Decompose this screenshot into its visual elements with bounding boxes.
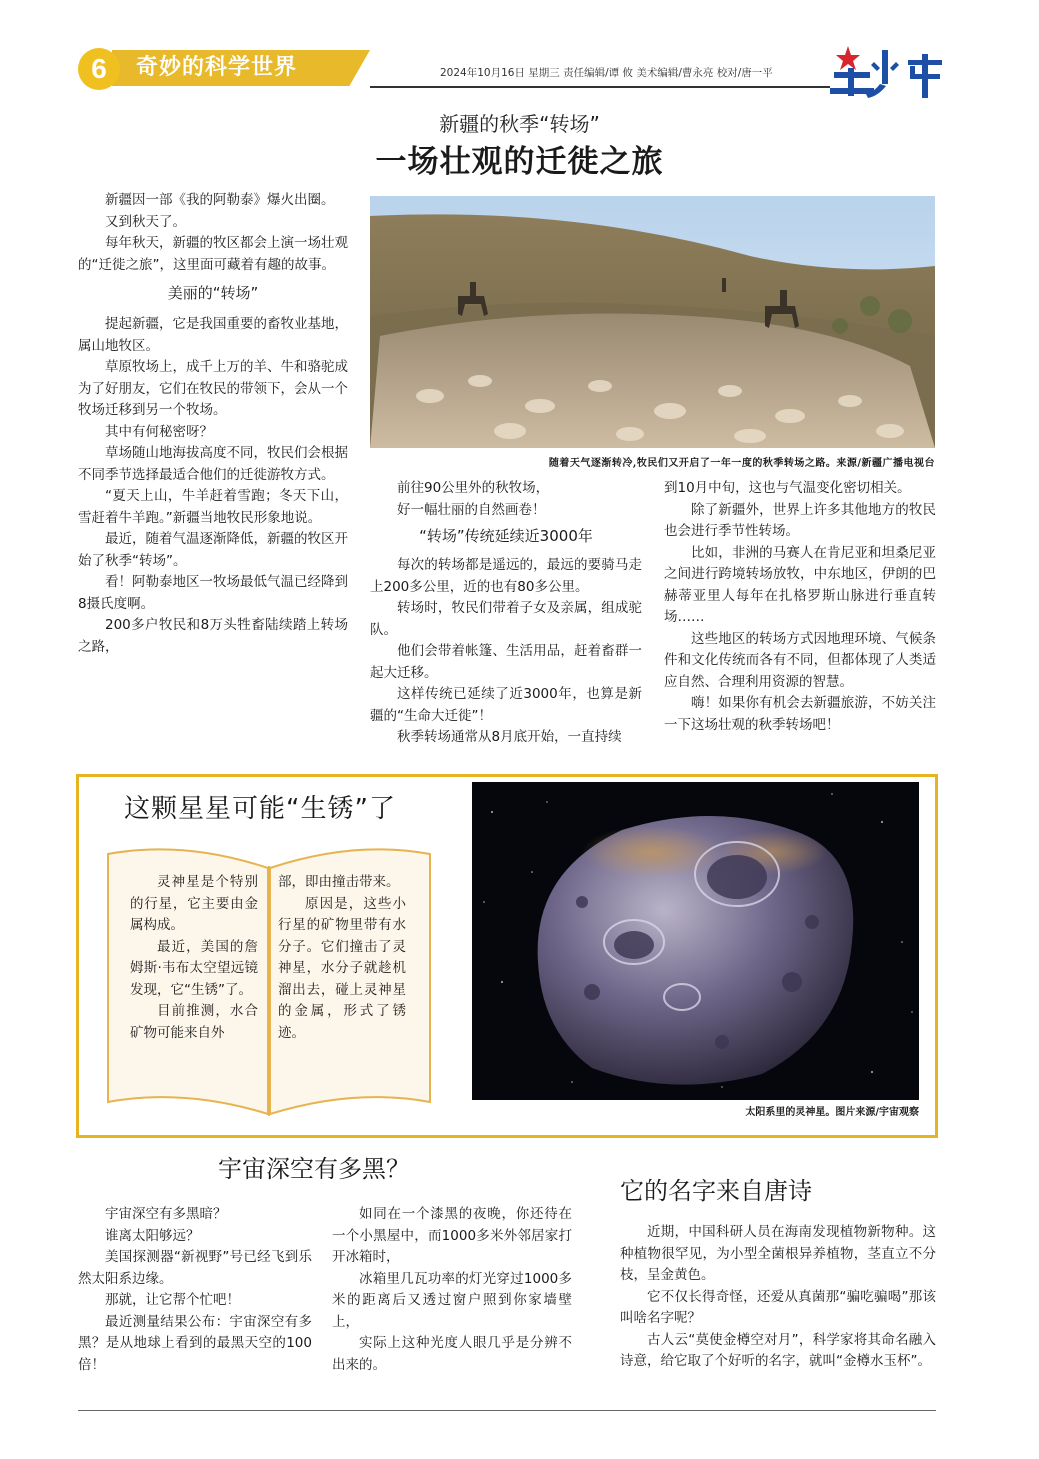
paragraph: 实际上这种光度人眼几乎是分辨不出来的。 [332, 1335, 572, 1373]
paragraph: 这样传统已延续了近3000年，也算是新疆的“生命大迁徙”！ [370, 686, 642, 724]
paragraph: 近期，中国科研人员在海南发现植物新物种。这种植物很罕见，为小型全菌根异养植物，茎直立不分枝，呈金黄色。 [620, 1224, 936, 1283]
paragraph: 部，即由撞击带来。 [278, 874, 400, 890]
paragraph: 提起新疆，它是我国重要的畜牧业基地，属山地牧区。 [78, 316, 348, 354]
photo-caption: 随着天气逐渐转冷,牧民们又开启了一年一度的秋季转场之路。来源/新疆广播电视台 [548, 458, 935, 469]
paragraph: 原因是，这些小行星的矿物里带有水分子。它们撞击了灵神星，水分子就趁机溜出去，碰上灵神星的金属，形式了锈迹。 [278, 895, 406, 1041]
paragraph: 草场随山地海拔高度不同，牧民们会根据不同季节选择最适合他们的迁徙游牧方式。 [78, 445, 348, 483]
paragraph: 宇宙深空有多黑暗？ [105, 1206, 227, 1222]
paragraph: 200多户牧民和8万头牲畜陆续踏上转场之路， [78, 617, 348, 655]
article4-column [620, 1222, 936, 1373]
paragraph: 那就，让它帮个忙吧！ [105, 1292, 240, 1308]
paragraph: 最近，美国的詹姆斯·韦布太空望远镜发现，它“生锈”了。 [130, 938, 258, 998]
deep-space-title: 宇宙深空有多黑？ [218, 1155, 410, 1183]
paragraph: 其中有何秘密呀？ [105, 423, 213, 440]
paragraph: 又到秋天了。 [105, 213, 186, 230]
paragraph: 转场时，牧民们带着子女及亲属，组成驼队。 [370, 600, 642, 638]
paragraph: 目前推测，水合矿物可能来自外 [130, 1003, 258, 1041]
paragraph: 每年秋天，新疆的牧区都会上演一场壮观的“迁徙之旅”，这里面可藏着有趣的故事。 [78, 235, 348, 273]
article1-column-1 [78, 190, 348, 658]
newspaper-logo [826, 40, 946, 100]
paragraph: 除了新疆外，世界上许多其他地方的牧民也会进行季节性转场。 [664, 501, 936, 539]
paragraph: 嗨！如果你有机会去新疆旅游，不妨关注一下这场壮观的秋季转场吧！ [664, 695, 936, 733]
subheading: 美丽的“转场” [167, 284, 259, 302]
paragraph: 秋季转场通常从8月底开始，一直持续 [397, 729, 622, 745]
article1-column-3 [664, 478, 936, 736]
paragraph: 最近测量结果公布：宇宙深空有多黑？是从地球上看到的最黑天空的100倍！ [78, 1313, 312, 1373]
article3-column-1 [78, 1204, 312, 1376]
book-left-page [130, 872, 258, 1044]
paragraph: 看！阿勒泰地区一牧场最低气温已经降到8摄氏度啊。 [78, 574, 348, 612]
paragraph: 灵神星是个特别的行星，它主要由金属构成。 [130, 874, 258, 933]
asteroid-psyche-image [472, 782, 919, 1100]
paragraph: 新疆因一部《我的阿勒泰》爆火出圈。 [105, 192, 335, 208]
issue-meta: 2024年10月16日 星期三 责任编辑/谭 攸 美术编辑/曹永亮 校对/唐一平 [440, 67, 773, 79]
photo-caption: 太阳系里的灵神星。图片来源/宇宙观察 [745, 1107, 919, 1118]
paragraph: 前往90公里外的秋牧场， [397, 480, 550, 496]
paragraph: 古人云“莫使金樽空对月”，科学家将其命名融入诗意，给它取了个好听的名字，就叫“金樽水玉杯”。 [620, 1331, 936, 1369]
herding-photo [370, 196, 935, 448]
paragraph: 到10月中旬，这也与气温变化密切相关。 [664, 480, 911, 496]
header-rule [370, 86, 830, 88]
section-title: 奇妙的科学世界 [136, 55, 298, 80]
paragraph: 谁离太阳够远？ [105, 1227, 200, 1244]
paragraph: 草原牧场上，成千上万的羊、牛和骆驼成为了好朋友，它们在牧民的带领下，会从一个牧场迁移到另一个牧场。 [78, 359, 348, 418]
paragraph: 好一幅壮丽的自然画卷！ [397, 501, 546, 518]
tang-poem-title: 它的名字来自唐诗 [620, 1177, 812, 1205]
paragraph: 比如，非洲的马赛人在肯尼亚和坦桑尼亚之间进行跨境转场放牧，中东地区，伊朗的巴赫蒂亚里人每年在扎格罗斯山脉进行垂直转场…… [664, 544, 936, 625]
paragraph: 每次的转场都是遥远的，最远的要骑马走上200多公里，近的也有80多公里。 [370, 557, 642, 595]
paragraph: 美国探测器“新视野”号已经飞到乐然太阳系边缘。 [78, 1249, 312, 1287]
article3-column-2 [332, 1204, 572, 1376]
logo-star-icon [836, 46, 860, 70]
page-number: 6 [78, 48, 120, 90]
bottom-rule [78, 1410, 936, 1411]
paragraph: 如同在一个漆黑的夜晚，你还待在一个小黑屋中，而1000多米外邻居家打开冰箱时， [332, 1206, 572, 1265]
paragraph: 他们会带着帐篷、生活用品，赶着畜群一起大迁移。 [370, 643, 642, 681]
book-right-page [278, 872, 406, 1044]
paragraph: “夏天上山，牛羊赶着雪跑；冬天下山，雪赶着牛羊跑。”新疆当地牧民形象地说。 [78, 488, 348, 526]
article1-column-2 [370, 478, 642, 749]
subheading: “转场”传统延续近3000年 [419, 527, 593, 545]
paragraph: 冰箱里几瓦功率的灯光穿过1000多米的距离后又透过窗户照到你家墙壁上， [332, 1270, 572, 1330]
paragraph: 这些地区的转场方式因地理环境、气候条件和文化传统而各有不同，但都体现了人类适应自然、合理利用资源的智慧。 [664, 630, 936, 690]
article-headline: 一场壮观的迁徙之旅 [375, 144, 664, 180]
paragraph: 最近，随着气温逐渐降低，新疆的牧区开始了秋季“转场”。 [78, 531, 348, 569]
paragraph: 它不仅长得奇怪，还爱从真菌那“骗吃骗喝”那该叫啥名字呢？ [620, 1288, 936, 1326]
article-kicker: 新疆的秋季“转场” [439, 112, 600, 136]
asteroid-story-title: 这颗星星可能“生锈”了 [124, 794, 396, 824]
